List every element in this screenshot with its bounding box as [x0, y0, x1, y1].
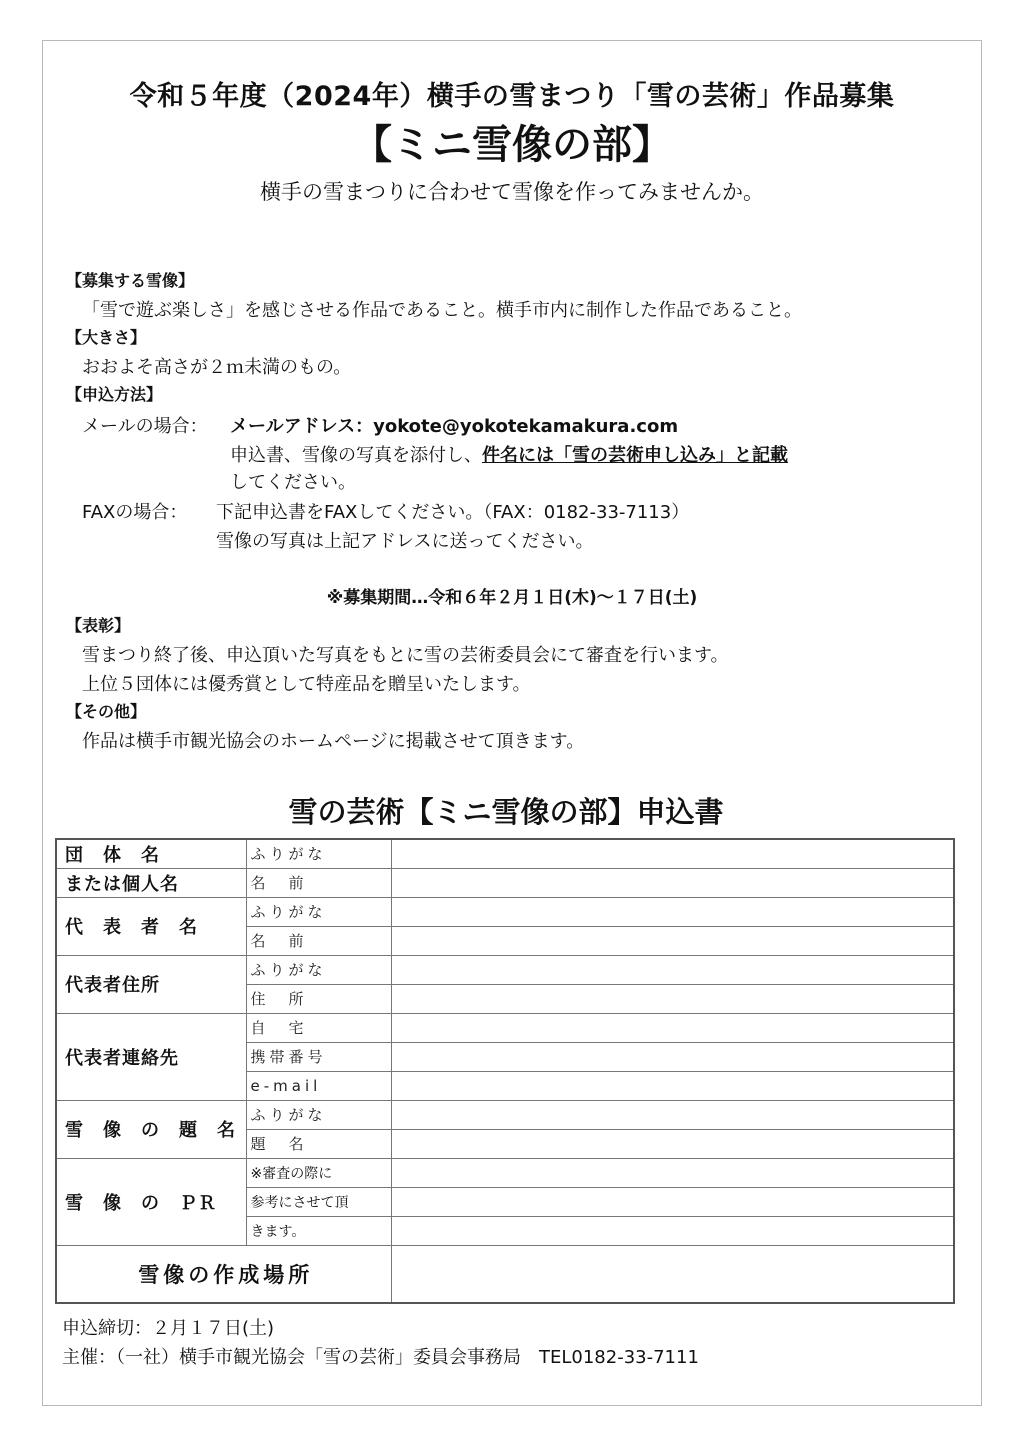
field-label-name: 名 前 [246, 868, 391, 897]
other-heading: 【その他】 [66, 702, 147, 721]
rep-label: 代 表 者 名 [56, 897, 246, 955]
rep-furigana-field[interactable] [391, 897, 954, 926]
group-label-1: 団 体 名 [56, 839, 246, 868]
form-row [56, 1100, 954, 1129]
deadline: 申込締切：２月１７日(土) [62, 1318, 275, 1339]
mail-text-c: してください。 [230, 472, 356, 493]
award-text-1: 雪まつり終了後、申込頂いた写真をもとに雪の芸術委員会にて審査を行います。 [82, 645, 729, 666]
home-phone-field[interactable] [391, 1013, 954, 1042]
size-heading: 【大きさ】 [66, 328, 147, 347]
mail-subject-note: 件名には「雪の芸術申し込み」と記載 [482, 445, 788, 466]
addr-field[interactable] [391, 984, 954, 1013]
pr-field-line-3[interactable] [391, 1216, 954, 1245]
page-title: 令和５年度（2024年）横手の雪まつり「雪の芸術」作品募集 [129, 81, 895, 112]
group-name-field[interactable] [391, 868, 954, 897]
size-text: おおよそ高さが２ｍ未満のもの。 [82, 357, 352, 378]
field-label-name: 名 前 [246, 926, 391, 955]
contact-label: 代表者連絡先 [56, 1013, 246, 1100]
field-label-furigana: ふりがな [246, 1100, 391, 1129]
fax-label: FAXの場合： [82, 502, 188, 523]
method-heading: 【申込方法】 [66, 385, 163, 404]
pr-field-line-2[interactable] [391, 1187, 954, 1216]
field-label-furigana: ふりがな [246, 839, 391, 868]
work-title-field[interactable] [391, 1129, 954, 1158]
mail-label: メールの場合： [82, 416, 208, 437]
award-text-2: 上位５団体には優秀賞として特産品を贈呈いたします。 [82, 674, 531, 695]
pr-note-2: 参考にさせて頂 [246, 1187, 391, 1216]
form-row [56, 868, 954, 897]
application-period: ※募集期間…令和６年２月１日(木)～１７日(土) [326, 588, 698, 608]
form-row [56, 1158, 954, 1187]
form-row [56, 897, 954, 926]
field-label-home: 自 宅 [246, 1013, 391, 1042]
work-title-label: 雪 像 の 題 名 [56, 1100, 246, 1158]
fax-text: 下記申込書をFAXしてください。（FAX：0182-33-7113） [216, 502, 690, 523]
rep-name-field[interactable] [391, 926, 954, 955]
form-row [56, 1013, 954, 1042]
field-label-mobile: 携帯番号 [246, 1042, 391, 1071]
form-row [56, 1245, 954, 1303]
organizer: 主催：（一社）横手市観光協会「雪の芸術」委員会事務局 TEL0182-33-7111 [62, 1347, 699, 1368]
mail-instructions [230, 441, 788, 467]
form-title: 雪の芸術【ミニ雪像の部】申込書 [288, 795, 724, 829]
field-label-address: 住 所 [246, 984, 391, 1013]
theme-heading: 【募集する雪像】 [66, 271, 195, 290]
place-field[interactable] [391, 1245, 954, 1303]
work-title-furigana-field[interactable] [391, 1100, 954, 1129]
form-row [56, 955, 954, 984]
fax-text-2: 雪像の写真は上記アドレスに送ってください。 [216, 531, 594, 552]
addr-furigana-field[interactable] [391, 955, 954, 984]
place-label: 雪像の作成場所 [56, 1245, 391, 1303]
group-furigana-field[interactable] [391, 839, 954, 868]
application-form [55, 838, 955, 1304]
theme-text: 「雪で遊ぶ楽しさ」を感じさせる作品であること。横手市内に制作した作品であること。 [82, 300, 802, 321]
mobile-phone-field[interactable] [391, 1042, 954, 1071]
form-row [56, 839, 954, 868]
field-label-email: e-mail [246, 1071, 391, 1100]
page-subtitle: 【ミニ雪像の部】 [352, 122, 672, 168]
pr-note-1: ※審査の際に [246, 1158, 391, 1187]
field-label-furigana: ふりがな [246, 955, 391, 984]
field-label-furigana: ふりがな [246, 897, 391, 926]
pr-note-3: きます。 [246, 1216, 391, 1245]
other-text: 作品は横手市観光協会のホームページに掲載させて頂きます。 [82, 731, 585, 752]
lead-text: 横手の雪まつりに合わせて雪像を作ってみませんか。 [260, 180, 764, 204]
award-heading: 【表彰】 [66, 616, 131, 635]
field-label-title: 題 名 [246, 1129, 391, 1158]
group-label-2: または個人名 [56, 868, 246, 897]
email-field[interactable] [391, 1071, 954, 1100]
pr-label: 雪 像 の ＰＲ [56, 1158, 246, 1245]
mail-address[interactable]: メールアドレス：yokote@yokotekamakura.com [230, 416, 679, 437]
mail-text-a: 申込書、雪像の写真を添付し、 [230, 445, 482, 466]
addr-label: 代表者住所 [56, 955, 246, 1013]
pr-field-line-1[interactable] [391, 1158, 954, 1187]
